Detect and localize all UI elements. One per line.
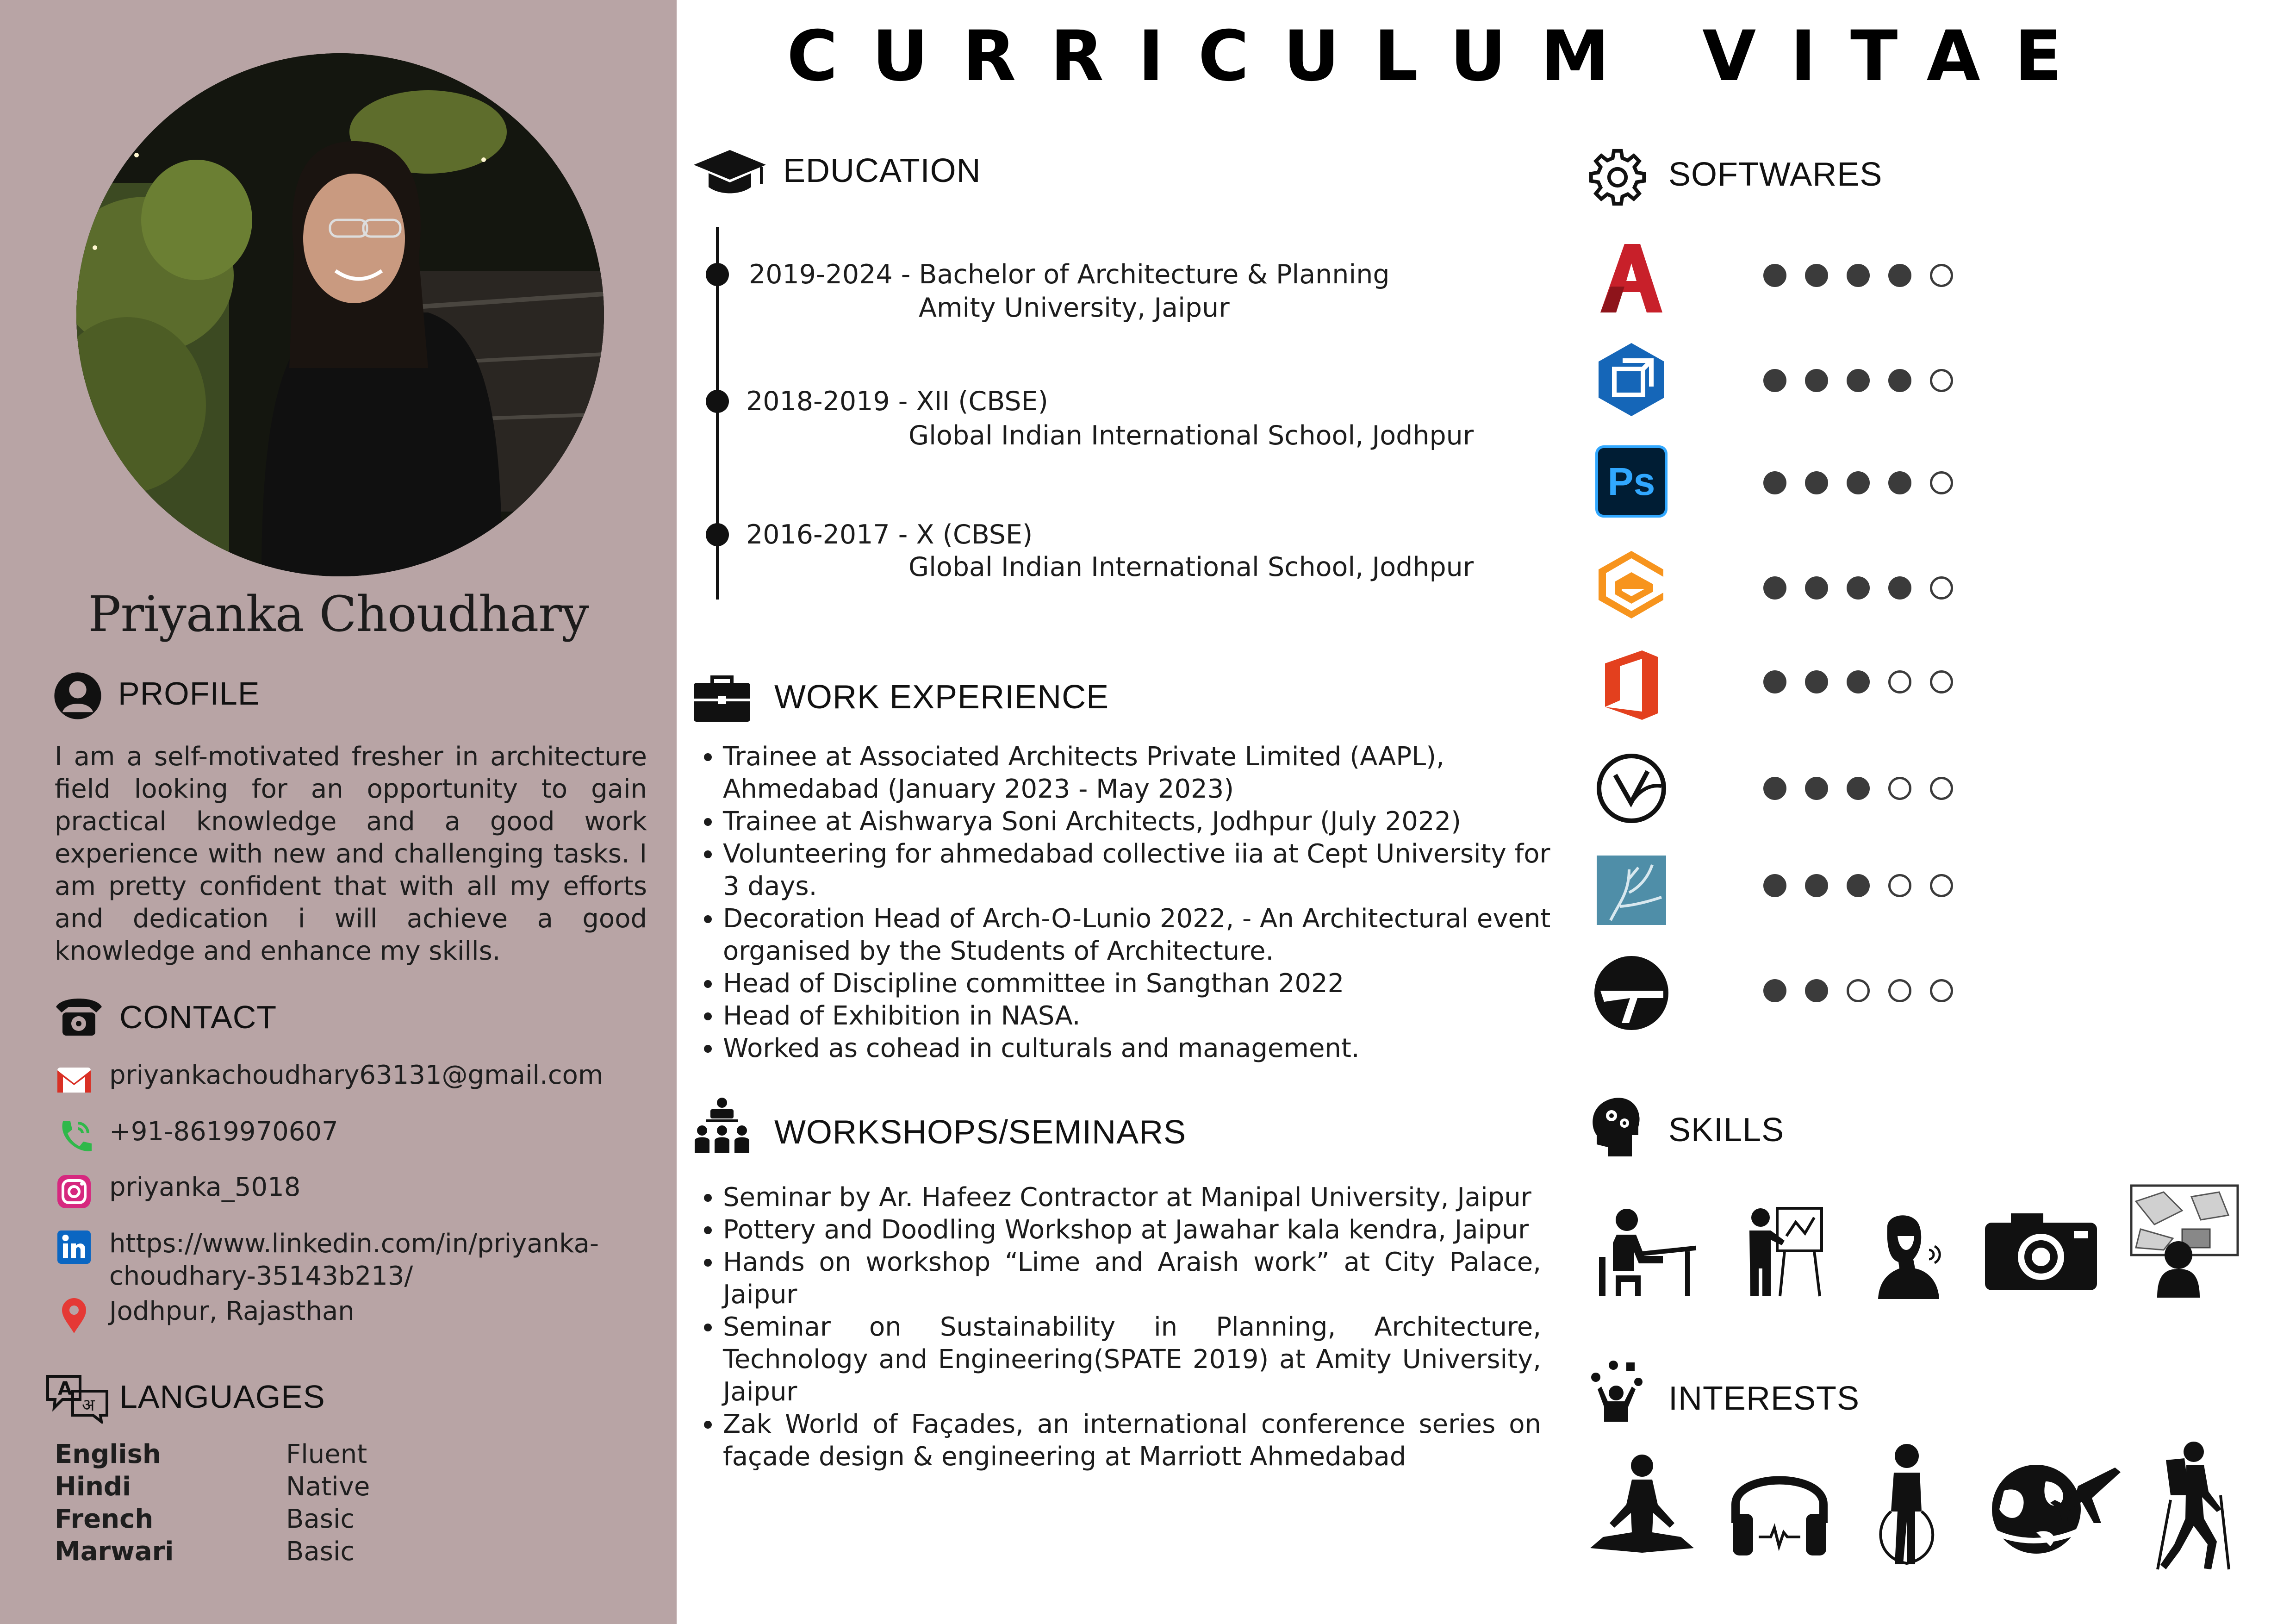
rating-dot-filled: [1763, 369, 1786, 392]
rating-dot-filled: [1847, 576, 1870, 600]
rating-dot-filled: [1805, 979, 1828, 1002]
graduation-cap-icon: [692, 147, 768, 196]
rating-dot-empty: [1930, 369, 1953, 392]
rating-dot-empty: [1888, 874, 1911, 897]
language-level: Fluent: [286, 1439, 367, 1469]
location-text: Jodhpur, Rajasthan: [109, 1296, 355, 1326]
twinmotion-icon: [1592, 954, 1671, 1032]
rating-dot-empty: [1930, 777, 1953, 800]
work-list: [694, 741, 1556, 1065]
linkedin-line1[interactable]: https://www.linkedin.com/in/priyanka-: [109, 1229, 599, 1259]
rating-dot-filled: [1805, 264, 1828, 287]
work-item: • Volunteering for ahmedabad collective iia at Cept University for 3 days.: [723, 838, 1556, 903]
language-name: Marwari: [55, 1537, 174, 1567]
profile-text: I am a self-motivated fresher in architecture field looking for an opportunity to gain practical knowledge and a good work experience with new and challenging tasks. I am pretty confident that with all my efforts and dedication i will achieve a good knowledge and enhance my skills.: [55, 742, 647, 966]
rating-dot-filled: [1888, 369, 1911, 392]
rating-dot-filled: [1805, 777, 1828, 800]
timeline-dot: [706, 523, 729, 546]
education-item-line1: 2016-2017 - X (CBSE): [746, 519, 1033, 550]
workshop-item: • Seminar on Sustainability in Planning, Architecture, Technology and Engineering(SPATE 2019) at Amity University, Jaipur: [723, 1311, 1541, 1408]
language-row: [55, 1536, 355, 1568]
rating-dot-filled: [1805, 874, 1828, 897]
rating-dot-empty: [1930, 874, 1953, 897]
workshop-item: • Seminar by Ar. Hafeez Contractor at Manipal University, Jaipur: [723, 1181, 1541, 1214]
person-name: Priyanka Choudhary: [88, 586, 589, 643]
page-title: CURRICULUM VITAE: [787, 16, 2097, 97]
vray-icon: [1592, 749, 1671, 828]
contact-instagram[interactable]: [55, 1172, 300, 1211]
rating-dot-filled: [1763, 670, 1786, 693]
rating-dots-enscape: [1763, 576, 1953, 600]
phone-text[interactable]: +91-8619970607: [109, 1117, 338, 1147]
language-row: [55, 1503, 355, 1536]
work-item: • Decoration Head of Arch-O-Lunio 2022, - An Architectural event organised by the Students of Architecture.: [723, 903, 1556, 968]
sketchup-icon: [1592, 340, 1671, 419]
linkedin-line2[interactable]: choudhary-35143b213/: [109, 1261, 413, 1291]
enscape-icon: [1592, 545, 1671, 624]
rating-dot-filled: [1763, 874, 1786, 897]
phone-icon: [55, 1117, 93, 1156]
rating-dot-filled: [1763, 471, 1786, 494]
rating-dot-filled: [1763, 264, 1786, 287]
language-level: Native: [286, 1472, 370, 1502]
travel-icon: [1976, 1454, 2122, 1560]
workshop-item: • Pottery and Doodling Workshop at Jawahar kala kendra, Jaipur: [723, 1214, 1541, 1246]
rating-dot-empty: [1888, 979, 1911, 1002]
languages-icon: [44, 1373, 111, 1424]
location-pin-icon: [55, 1296, 93, 1335]
education-item-line2: Amity University, Jaipur: [919, 293, 1230, 323]
workshops-heading: WORKSHOPS/SEMINARS: [774, 1114, 1187, 1151]
interests-heading: INTERESTS: [1668, 1380, 1860, 1417]
rating-dots-sketchup: [1763, 369, 1953, 392]
telephone-icon: [52, 993, 106, 1039]
brain-gears-icon: [1587, 1093, 1645, 1158]
work-item: • Trainee at Aishwarya Soni Architects, Jodhpur (July 2022): [723, 806, 1556, 838]
rating-dot-empty: [1930, 979, 1953, 1002]
yoga-icon: [1588, 1454, 1696, 1558]
work-item: • Head of Exhibition in NASA.: [723, 1000, 1556, 1032]
education-item-line1: 2018-2019 - XII (CBSE): [746, 386, 1048, 417]
education-item-line2: Global Indian International School, Jodhpur: [908, 420, 1474, 451]
contact-email[interactable]: [55, 1060, 603, 1099]
gmail-icon: [55, 1060, 93, 1099]
workshop-item: • Zak World of Façades, an international conference series on façade design & engineering at Marriott Ahmedabad: [723, 1408, 1541, 1473]
office-icon: [1592, 646, 1671, 725]
education-heading: EDUCATION: [783, 152, 981, 189]
rating-dot-empty: [1847, 979, 1870, 1002]
language-name: Hindi: [55, 1472, 131, 1502]
rating-dot-filled: [1847, 369, 1870, 392]
revit-icon: [1592, 851, 1671, 930]
photoshop-label: Ps: [1595, 445, 1668, 518]
photoshop-icon: [1592, 442, 1671, 521]
language-level: Basic: [286, 1504, 355, 1534]
profile-heading: PROFILE: [118, 675, 260, 712]
contact-phone[interactable]: [55, 1117, 338, 1156]
rating-dot-filled: [1763, 777, 1786, 800]
skills-heading: SKILLS: [1668, 1112, 1785, 1149]
rating-dot-filled: [1805, 471, 1828, 494]
workshop-item: • Hands on workshop “Lime and Araish work” at City Palace, Jaipur: [723, 1246, 1541, 1311]
timeline-dot: [706, 263, 729, 286]
contact-heading: CONTACT: [119, 999, 277, 1035]
interests-juggling-icon: [1587, 1359, 1645, 1424]
rating-dot-filled: [1847, 670, 1870, 693]
languages-heading: LANGUAGES: [119, 1379, 325, 1415]
autocad-icon: [1592, 238, 1671, 317]
rating-dot-filled: [1888, 264, 1911, 287]
instagram-text[interactable]: priyanka_5018: [109, 1172, 301, 1202]
skipping-icon: [1870, 1442, 1944, 1567]
language-row: [55, 1438, 367, 1471]
rating-dot-empty: [1888, 777, 1911, 800]
language-row: [55, 1471, 370, 1503]
rating-dot-empty: [1930, 471, 1953, 494]
language-name: English: [55, 1439, 161, 1469]
work-heading: WORK EXPERIENCE: [774, 679, 1109, 716]
rating-dot-filled: [1847, 874, 1870, 897]
drafting-desk-icon: [1594, 1206, 1699, 1299]
rating-dots-vray: [1763, 777, 1953, 800]
rating-dots-office: [1763, 670, 1953, 693]
rating-dot-filled: [1847, 471, 1870, 494]
presentation-icon: [1740, 1204, 1826, 1301]
rating-dot-filled: [1847, 777, 1870, 800]
gear-icon: [1587, 147, 1648, 207]
rating-dot-filled: [1763, 979, 1786, 1002]
contact-location: [55, 1296, 355, 1335]
profile-photo: [76, 53, 604, 576]
rating-dot-empty: [1930, 670, 1953, 693]
rating-dot-filled: [1763, 576, 1786, 600]
rating-dots-twinmotion: [1763, 979, 1953, 1002]
user-profile-icon: [52, 670, 103, 721]
svg-text:A: A: [58, 1378, 72, 1399]
workshops-list: [694, 1181, 1541, 1473]
rating-dot-filled: [1805, 670, 1828, 693]
softwares-heading: SOFTWARES: [1668, 156, 1883, 193]
communication-icon: [1869, 1208, 1950, 1301]
rating-dots-photoshop: [1763, 471, 1953, 494]
headphones-icon: [1726, 1454, 1833, 1560]
profile-photo-image: [76, 53, 604, 576]
seminar-icon: [692, 1096, 752, 1154]
rating-dot-filled: [1847, 264, 1870, 287]
rating-dot-empty: [1930, 264, 1953, 287]
briefcase-icon: [692, 674, 752, 725]
linkedin-icon: [55, 1228, 93, 1267]
work-item: • Worked as cohead in culturals and management.: [723, 1032, 1556, 1065]
education-item-line2: Global Indian International School, Jodhpur: [908, 552, 1474, 582]
work-item: • Trainee at Associated Architects Private Limited (AAPL), Ahmedabad (January 2023 - May 2023): [723, 741, 1556, 806]
work-item: • Head of Discipline committee in Sangthan 2022: [723, 968, 1556, 1000]
rating-dot-empty: [1888, 670, 1911, 693]
svg-text:अ: अ: [82, 1396, 95, 1415]
trekking-icon: [2147, 1440, 2233, 1572]
rating-dots-revit: [1763, 874, 1953, 897]
rating-dot-filled: [1888, 576, 1911, 600]
language-level: Basic: [286, 1537, 355, 1567]
rating-dots-autocad: [1763, 264, 1953, 287]
language-name: French: [55, 1504, 154, 1534]
rating-dot-filled: [1888, 471, 1911, 494]
rating-dot-empty: [1930, 576, 1953, 600]
education-item-line1: 2019-2024 - Bachelor of Architecture & Planning: [749, 259, 1390, 290]
design-board-icon: [2127, 1183, 2240, 1299]
camera-icon: [1983, 1211, 2099, 1292]
contact-linkedin[interactable]: [55, 1228, 599, 1293]
email-text[interactable]: priyankachoudhary63131@gmail.com: [109, 1060, 604, 1090]
rating-dot-filled: [1805, 369, 1828, 392]
timeline-dot: [706, 390, 729, 413]
instagram-icon: [55, 1172, 93, 1211]
rating-dot-filled: [1805, 576, 1828, 600]
